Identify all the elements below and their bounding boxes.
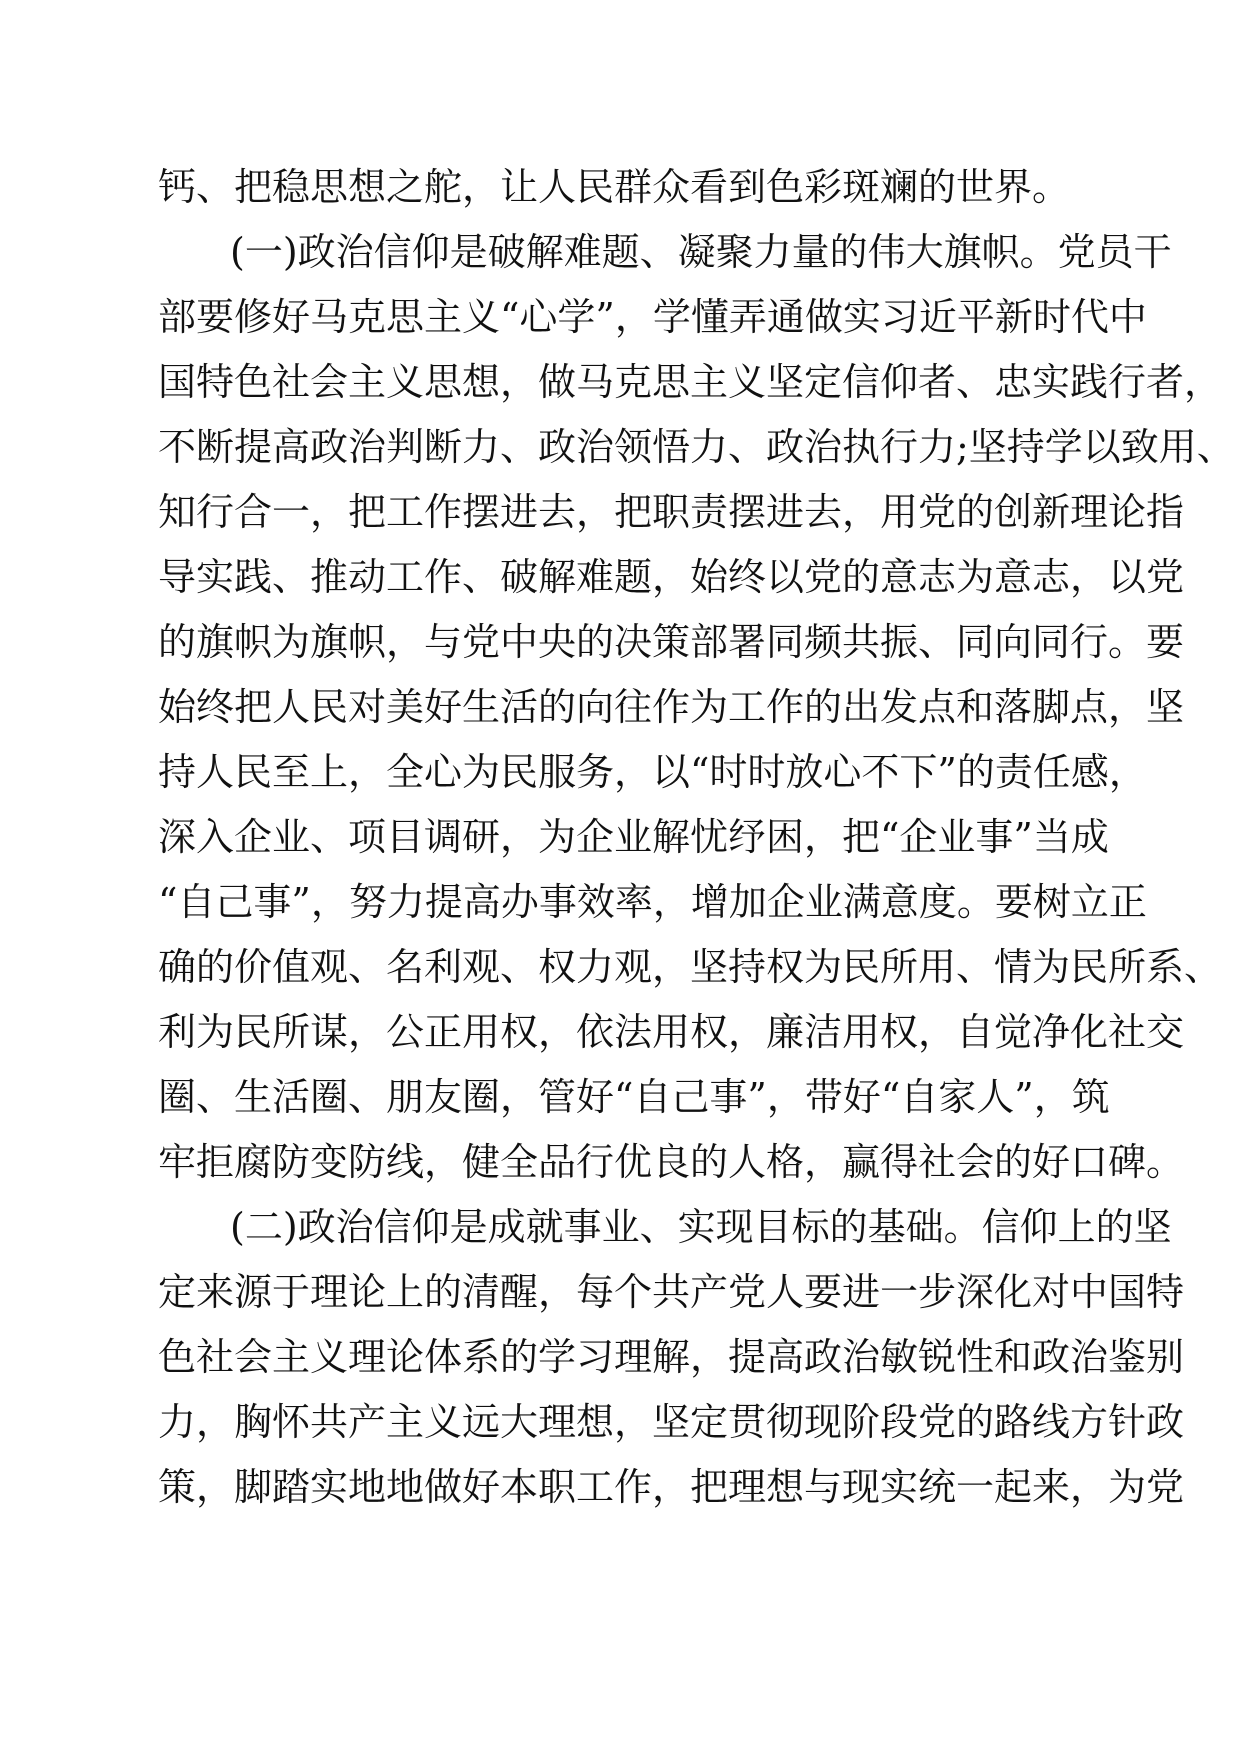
text-line: 深入企业、项目调研，为企业解忧纾困，把“企业事”当成 (158, 815, 1109, 859)
text-line: 不断提高政治判断力、政治领悟力、政治执行力;坚持学以致用、 (158, 425, 1235, 469)
text-line: 持人民至上，全心为民服务，以“时时放心不下”的责任感， (158, 750, 1147, 794)
text-line: 利为民所谋，公正用权，依法用权，廉洁用权，自觉净化社交 (158, 1010, 1185, 1054)
text-line: 导实践、推动工作、破解难题，始终以党的意志为意志，以党 (158, 555, 1185, 599)
text-line: 策，脚踏实地地做好本职工作，把理想与现实统一起来，为党 (158, 1465, 1185, 1509)
section-heading-line: (一)政治信仰是破解难题、凝聚力量的伟大旗帜。党员干 (230, 230, 1172, 274)
text-line: 牢拒腐防变防线，健全品行优良的人格，赢得社会的好口碑。 (158, 1140, 1185, 1184)
text-line: 的旗帜为旗帜，与党中央的决策部署同频共振、同向同行。要 (158, 620, 1185, 664)
text-line: 知行合一，把工作摆进去，把职责摆进去，用党的创新理论指 (158, 490, 1185, 534)
text-line: 部要修好马克思主义“心学”，学懂弄通做实习近平新时代中 (158, 295, 1147, 339)
section-heading-line: (二)政治信仰是成就事业、实现目标的基础。信仰上的坚 (230, 1205, 1172, 1249)
text-line: “自己事”，努力提高办事效率，增加企业满意度。要树立正 (158, 880, 1147, 924)
text-line: 色社会主义理论体系的学习理解，提高政治敏锐性和政治鉴别 (158, 1335, 1185, 1379)
text-line: 钙、把稳思想之舵，让人民群众看到色彩斑斓的世界。 (158, 165, 1071, 209)
text-line: 圈、生活圈、朋友圈，管好“自己事”，带好“自家人”，筑 (158, 1075, 1110, 1119)
text-line: 始终把人民对美好生活的向往作为工作的出发点和落脚点，坚 (158, 685, 1185, 729)
text-line: 确的价值观、名利观、权力观，坚持权为民所用、情为民所系、 (158, 945, 1223, 989)
text-line: 定来源于理论上的清醒，每个共产党人要进一步深化对中国特 (158, 1270, 1185, 1314)
text-line: 国特色社会主义思想，做马克思主义坚定信仰者、忠实践行者， (158, 360, 1223, 404)
text-line: 力，胸怀共产主义远大理想，坚定贯彻现阶段党的路线方针政 (158, 1400, 1185, 1444)
